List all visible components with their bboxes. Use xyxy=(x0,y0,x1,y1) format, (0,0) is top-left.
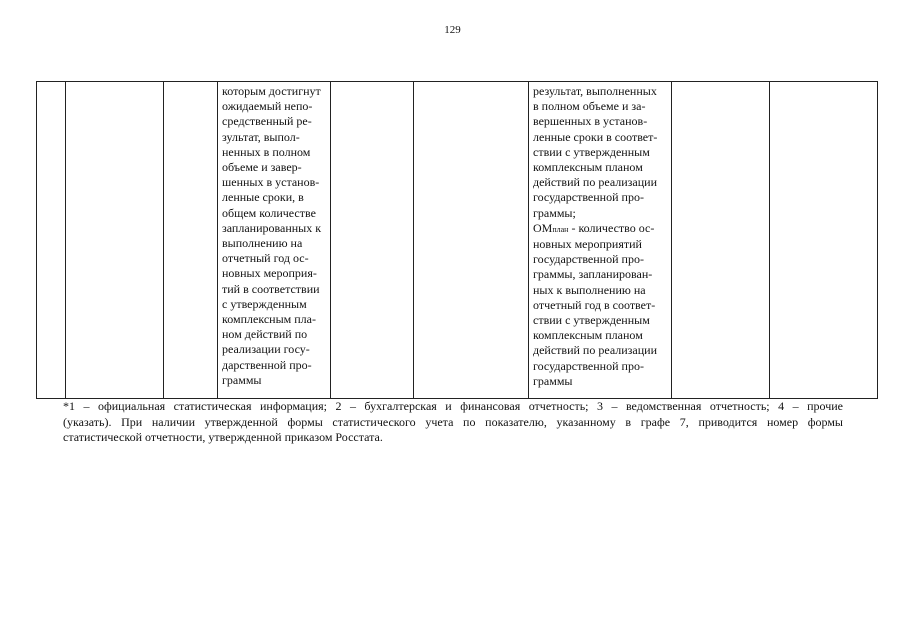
table-cell-col4 xyxy=(218,82,331,399)
indicator-table xyxy=(36,81,878,399)
table-cell-col6 xyxy=(414,82,529,399)
om-symbol: ОМ xyxy=(533,220,553,235)
table-cell-col9 xyxy=(770,82,878,399)
footnote xyxy=(63,399,843,446)
om-subscript: план xyxy=(552,224,569,234)
footnote-line-1: *1 – официальная статистическая информация; 2 – бухгалтерская и финансовая отчетность; 3 – ведомственная отчетность; 4 – прочие xyxy=(63,399,843,413)
table-cell-col1 xyxy=(37,82,66,399)
page-number: 129 xyxy=(444,24,461,36)
table-cell-col7 xyxy=(529,82,672,399)
cell-text-col4: которым достигнут ожидаемый непо- средственный ре- зультат, выпол- ненных в полном объеме и завер- шенных в установ- ленные сроки, в общем количестве запланированных к выполнению на отчетный год ос- новных мероприя- тий в соответствии с утвержденным комплексным пла- ном действий по реализации госу- дарственной про- граммы xyxy=(222,84,322,387)
footnote-line-2: (указать). При наличии утвержденной формы статистического учета по показателю, указанному в графе 7, приводится номер формы xyxy=(63,414,843,429)
cell-text-col7-bottom: новных мероприятий государственной про- граммы, запланирован- ных к выполнению на отчетный год в соответ- ствии с утвержденным комплексным планом действий по реализации государственной про- граммы xyxy=(533,237,658,388)
table-cell-col8 xyxy=(672,82,770,399)
table-cell-col2 xyxy=(66,82,164,399)
table-row xyxy=(37,82,878,399)
cell-text-col7-top: результат, выполненных в полном объеме и за- вершенных в установ- ленные сроки в соответ- ствии с утвержденным комплексным планом действий по реализации государственной про- граммы; xyxy=(533,84,658,220)
table-cell-col3 xyxy=(164,82,218,399)
om-definition-start: - количество ос- xyxy=(568,220,655,235)
footnote-line-3: статистической отчетности, утвержденной приказом Росстата. xyxy=(63,430,383,444)
table-cell-col5 xyxy=(331,82,414,399)
cell-text-col7-om xyxy=(529,221,671,237)
